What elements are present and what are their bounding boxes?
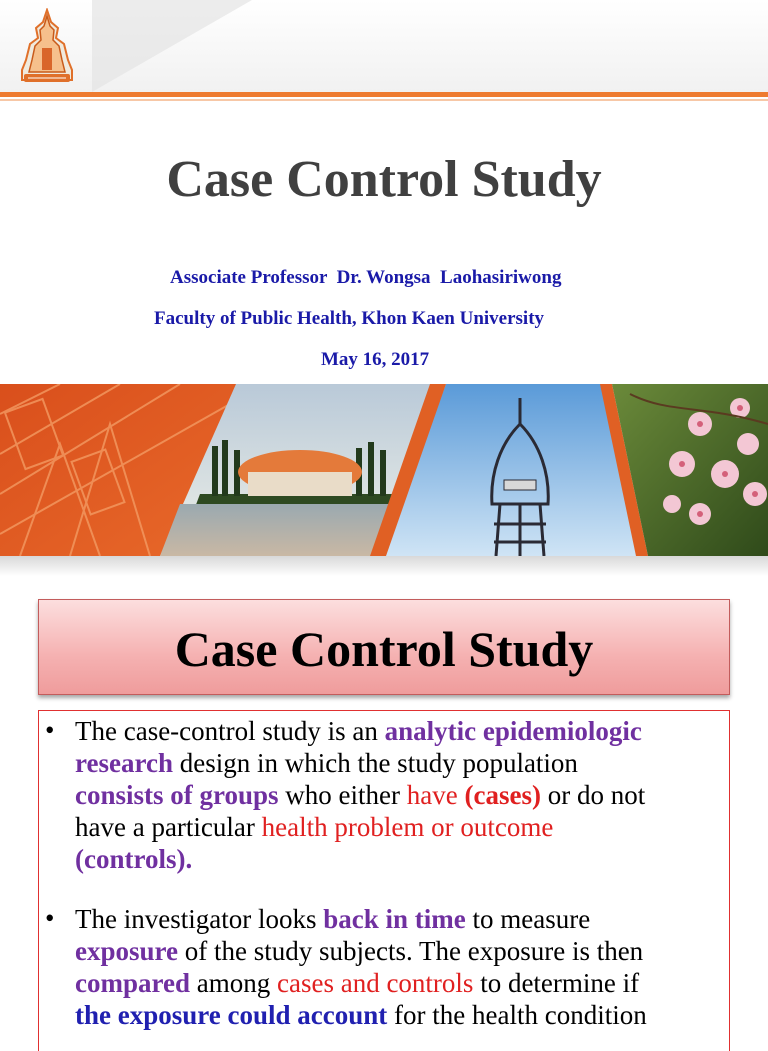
bullet-icon: • [45, 715, 55, 745]
header-divider [0, 92, 768, 97]
slide-title: Case Control Study [174, 621, 594, 677]
header-divider-thin [0, 99, 768, 101]
text-run: The investigator looks [75, 904, 324, 934]
text-run: have a particular [75, 812, 262, 842]
slide-title-box [38, 599, 730, 695]
bullet-icon: • [45, 903, 55, 933]
content-slide [0, 582, 768, 1030]
text-run: The case-control study is an [75, 716, 385, 746]
author-line: Associate Professor Dr. Wongsa Laohasiriwong [170, 267, 562, 288]
faculty-line: Faculty of Public Health, Khon Kaen University [154, 308, 545, 329]
highlight-term: have [406, 780, 465, 810]
highlight-term: consists of groups [75, 780, 279, 810]
highlight-term: (cases) [464, 780, 541, 810]
slide-body [38, 710, 730, 1051]
presentation-title: Case Control Study [166, 151, 602, 208]
highlight-term: compared [75, 968, 190, 998]
text-run: or do not [540, 780, 646, 810]
bullet-paragraph-1 [75, 715, 725, 875]
highlight-term: health problem or outcome [261, 812, 554, 842]
campus-photo-strip [0, 384, 768, 556]
highlight-term: cases and controls [277, 968, 474, 998]
strip-shadow [0, 556, 768, 576]
date-line: May 16, 2017 [321, 349, 430, 370]
text-run: for the health condition [387, 1000, 647, 1030]
text-run: design in which the study population [172, 748, 578, 778]
bullet-paragraph-2 [75, 903, 725, 1031]
header-band [0, 0, 768, 92]
text-run: among [190, 968, 277, 998]
highlight-term: exposure [75, 936, 179, 966]
university-emblem-icon [18, 8, 76, 86]
text-run: to measure [465, 904, 591, 934]
highlight-term: back in time [323, 904, 466, 934]
highlight-term: research [75, 748, 173, 778]
text-run: to determine if [473, 968, 640, 998]
highlight-term: analytic epidemiologic [384, 716, 642, 746]
highlight-term: the exposure could account [75, 1000, 388, 1030]
text-run: who either [278, 780, 407, 810]
text-run: of the study subjects. The exposure is then [178, 936, 644, 966]
highlight-term: (controls). [75, 844, 193, 874]
